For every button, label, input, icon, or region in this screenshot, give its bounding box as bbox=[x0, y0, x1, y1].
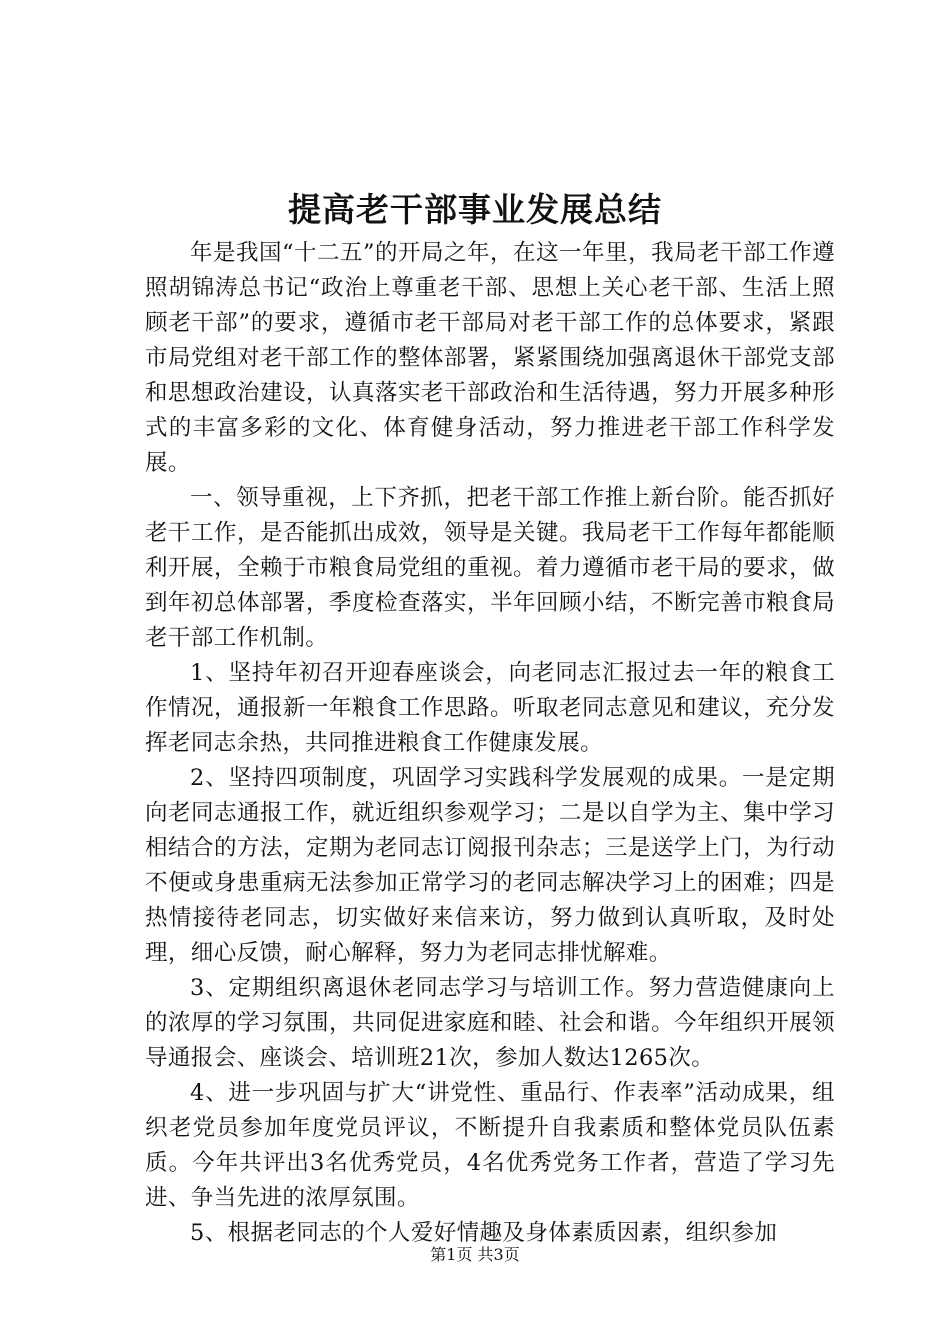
paragraph-item-3: 3、定期组织离退休老同志学习与培训工作。努力营造健康向上的浓厚的学习氛围，共同促进家庭和睦、社会和谐。今年组织开展领导通报会、座谈会、培训班21次，参加人数达1265次。 bbox=[145, 975, 835, 1071]
paragraph-item-4: 4、进一步巩固与扩大“讲党性、重品行、作表率”活动成果，组织老党员参加年度党员评议，不断提升自我素质和整体党员队伍素质。今年共评出3名优秀党员，4名优秀党务工作者，营造了学习先进、争当先进的浓厚氛围。 bbox=[145, 1080, 835, 1211]
paragraph-item-2: 2、坚持四项制度，巩固学习实践科学发展观的成果。一是定期向老同志通报工作，就近组织参观学习；二是以自学为主、集中学习相结合的方法，定期为老同志订阅报刊杂志；三是送学上门，为行动不便或身患重病无法参加正常学习的老同志解决学习上的困难；四是热情接待老同志，切实做好来信来访，努力做到认真听取，及时处理，细心反馈，耐心解释，努力为老同志排忧解难。 bbox=[145, 765, 835, 966]
page-footer: 第1页 共3页 bbox=[430, 1245, 520, 1264]
paragraph-item-5: 5、根据老同志的个人爱好情趣及身体素质因素，组织参加 bbox=[190, 1220, 778, 1246]
document-title: 提高老干部事业发展总结 bbox=[288, 190, 662, 229]
paragraph-item-1: 1、坚持年初召开迎春座谈会，向老同志汇报过去一年的粮食工作情况，通报新一年粮食工作思路。听取老同志意见和建议，充分发挥老同志余热，共同推进粮食工作健康发展。 bbox=[145, 660, 835, 756]
paragraph-section-1: 一、领导重视，上下齐抓，把老干部工作推上新台阶。能否抓好老干工作，是否能抓出成效，领导是关键。我局老干工作每年都能顺利开展，全赖于市粮食局党组的重视。着力遵循市老干局的要求，做到年初总体部署，季度检查落实，半年回顾小结，不断完善市粮食局老干部工作机制。 bbox=[145, 485, 835, 651]
document-body bbox=[145, 236, 835, 1251]
paragraph-intro: 年是我国“十二五”的开局之年，在这一年里，我局老干部工作遵照胡锦涛总书记“政治上尊重老干部、思想上关心老干部、生活上照顾老干部”的要求，遵循市老干部局对老干部工作的总体要求，紧跟市局党组对老干部工作的整体部署，紧紧围绕加强离退休干部党支部和思想政治建设，认真落实老干部政治和生活待遇，努力开展多种形式的丰富多彩的文化、体育健身活动，努力推进老干部工作科学发展。 bbox=[145, 240, 835, 476]
